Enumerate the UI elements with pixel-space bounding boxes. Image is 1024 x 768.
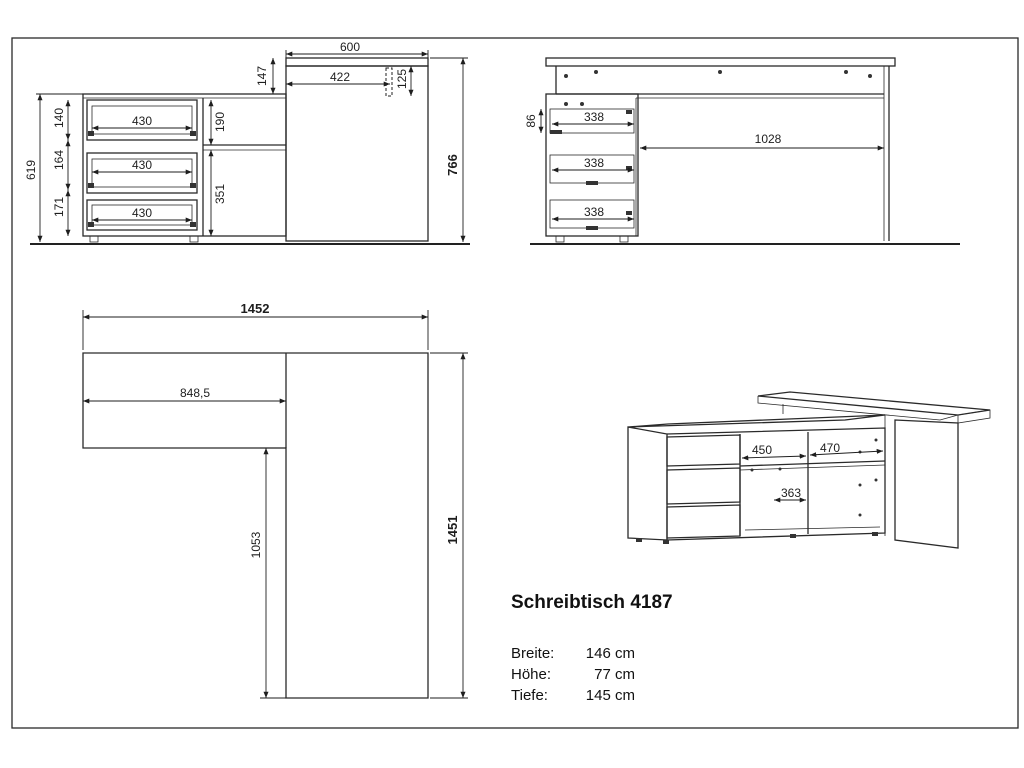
- dim-shelf-2-height: 351: [213, 183, 227, 205]
- dim-drawer-2-width: 430: [131, 158, 153, 172]
- dim-top-width: 600: [339, 40, 361, 54]
- spec-row-depth: [511, 687, 635, 704]
- dim-side-drawer-2: 338: [583, 156, 605, 170]
- top-view-dimensions: [83, 301, 468, 698]
- side-view-dimensions: [524, 109, 884, 219]
- dim-drawer-3-height: 171: [52, 196, 66, 218]
- spec-row-height: [511, 666, 635, 683]
- dim-side-drawer-top: 86: [524, 114, 538, 128]
- dim-drawer-3-width: 430: [131, 206, 153, 220]
- dim-leg-span: 1028: [754, 132, 782, 146]
- perspective-dimensions: [742, 441, 883, 500]
- dim-total-height: 766: [445, 154, 460, 176]
- spec-value: 146 cm: [585, 645, 635, 662]
- dim-lower-length: 1053: [249, 531, 263, 559]
- dim-cutout: 125: [395, 68, 409, 90]
- spec-label: Tiefe:: [511, 687, 548, 704]
- spec-value: 77 cm: [594, 666, 635, 683]
- dim-perspective-shelf-b: 470: [819, 441, 841, 455]
- spec-label: Breite:: [511, 645, 555, 662]
- front-view-dimensions: [24, 40, 468, 242]
- dim-total-width: 1452: [240, 301, 270, 316]
- dim-shelf-1-height: 190: [213, 111, 227, 133]
- spec-row-width: [511, 645, 635, 662]
- dim-total-depth: 1451: [445, 515, 460, 545]
- dim-drawer-1-height: 140: [52, 107, 66, 129]
- dim-side-drawer-1: 338: [583, 110, 605, 124]
- spec-label: Höhe:: [511, 666, 552, 683]
- perspective-view: [628, 392, 990, 548]
- dim-perspective-shelf-a: 450: [751, 443, 773, 457]
- dim-drawer-1-width: 430: [131, 114, 153, 128]
- spec-value: 145 cm: [585, 687, 635, 704]
- dim-left-height: 619: [24, 159, 38, 181]
- dim-perspective-shelf-c: 363: [780, 486, 802, 500]
- dim-drawer-2-height: 164: [52, 149, 66, 171]
- top-view: [83, 353, 428, 698]
- dim-upper-width: 848,5: [179, 386, 211, 400]
- dim-side-drawer-3: 338: [583, 205, 605, 219]
- dim-inner-width: 422: [329, 70, 351, 84]
- product-title: Schreibtisch 4187: [511, 592, 673, 613]
- dim-top-thickness: 147: [255, 65, 269, 87]
- drawing-frame: [12, 38, 1018, 728]
